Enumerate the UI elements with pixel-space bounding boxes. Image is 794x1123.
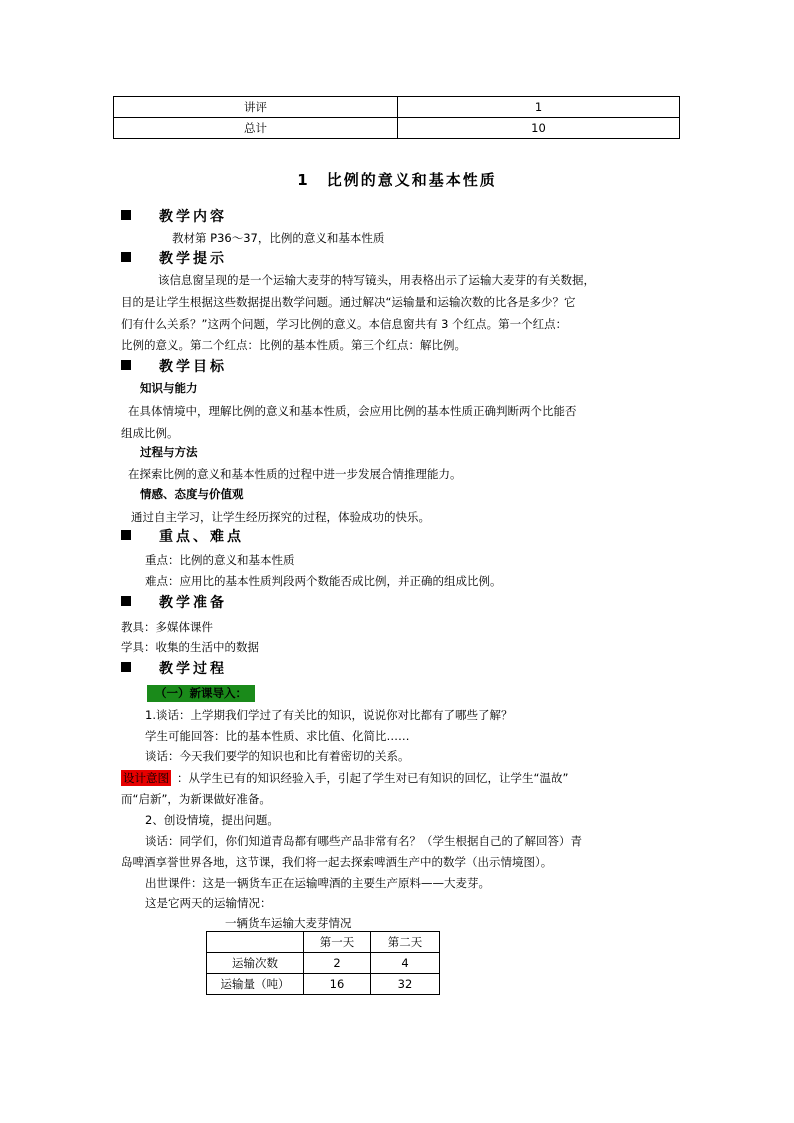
score-summary-table: [113, 96, 680, 139]
hint-line: 比例的意义。第二个红点：比例的基本性质。第三个红点：解比例。: [121, 338, 466, 352]
bullet-square-icon: [121, 662, 131, 672]
step1-tag-text: （一）新课导入：: [147, 685, 255, 702]
process-label: 过程与方法: [140, 445, 198, 459]
hint-line: 目的是让学生根据这些数据提出数学问题。通过解决“运输量和运输次数的比各是多少？它: [121, 295, 576, 309]
bullet-square-icon: [121, 530, 131, 540]
section-heading-hint: [121, 248, 227, 268]
table-cell: 总计: [114, 118, 398, 139]
emotion-text: 通过自主学习，让学生经历探究的过程，体验成功的快乐。: [131, 510, 430, 524]
goals-line: 组成比例。: [121, 426, 179, 440]
process-intro: 这是它两天的运输情况：: [145, 896, 272, 910]
emotion-label: 情感、态度与价值观: [140, 487, 244, 501]
design-intent-line-2: 而“启新”，为新课做好准备。: [121, 792, 271, 806]
goals-line: 在具体情境中，理解比例的意义和基本性质，会应用比例的基本性质正确判断两个比能否: [128, 404, 577, 418]
table-caption: 一辆货车运输大麦芽情况: [225, 916, 352, 930]
design-intent-tag: 设计意图: [123, 771, 169, 785]
hint-line: 该信息窗呈现的是一个运输大麦芽的特写镜头，用表格出示了运输大麦芽的有关数据，: [158, 273, 595, 287]
table-row: [207, 953, 440, 974]
bullet-square-icon: [121, 210, 131, 220]
bullet-square-icon: [121, 360, 131, 370]
heading-text: 教学过程: [159, 661, 227, 677]
process-talk-line: 岛啤酒享誉世界各地，这节课，我们将一起去探索啤酒生产中的数学（出示情境图）。: [121, 855, 553, 869]
process-show: 出世课件：这是一辆货车正在运输啤酒的主要生产原料——大麦芽。: [145, 876, 490, 890]
heading-text: 教学提示: [159, 251, 227, 267]
prep-teacher: 教具：多媒体课件: [121, 620, 213, 634]
table-cell: 10: [398, 118, 680, 139]
section-heading-key: [121, 526, 244, 546]
design-intent-line: [121, 768, 568, 788]
table-row: [114, 97, 680, 118]
process-line: 1.谈话：上学期我们学过了有关比的知识，说说你对比都有了哪些了解？: [145, 708, 513, 722]
knowledge-label: 知识与能力: [140, 381, 198, 395]
step1-tag: [147, 683, 255, 703]
table-cell: 4: [371, 953, 440, 974]
table-header-cell: 第二天: [371, 932, 440, 953]
process-line: 学生可能回答：比的基本性质、求比值、化简比……: [145, 729, 410, 743]
table-header-cell: [207, 932, 304, 953]
table-cell: 32: [371, 974, 440, 995]
bullet-square-icon: [121, 596, 131, 606]
key-text: 重点：比例的意义和基本性质: [145, 553, 295, 567]
hint-line: 们有什么关系？”这两个问题，学习比例的意义。本信息窗共有 3 个红点。第一个红点：: [121, 317, 568, 331]
process-text: 在探索比例的意义和基本性质的过程中进一步发展合情推理能力。: [128, 467, 462, 481]
table-cell: 2: [304, 953, 371, 974]
table-row: [207, 932, 440, 953]
process-talk-line: 谈话：同学们，你们知道青岛都有哪些产品非常有名？（学生根据自己的了解回答）青: [145, 834, 582, 848]
heading-text: 教学目标: [159, 359, 227, 375]
section-heading-prep: [121, 592, 227, 612]
content-text: 教材第 P36～37，比例的意义和基本性质: [172, 231, 385, 245]
table-row: [207, 974, 440, 995]
process-step2: 2、创设情境，提出问题。: [145, 813, 279, 827]
difficult-text: 难点：应用比的基本性质判段两个数能否成比例，并正确的组成比例。: [145, 574, 502, 588]
section-heading-content: [121, 206, 227, 226]
process-line: 谈话：今天我们要学的知识也和比有着密切的关系。: [145, 749, 410, 763]
section-heading-process: [121, 658, 227, 678]
table-header-cell: 第一天: [304, 932, 371, 953]
design-intent-text: ：从学生已有的知识经验入手，引起了学生对已有知识的回忆，让学生“温故”: [177, 771, 569, 785]
prep-student: 学具：收集的生活中的数据: [121, 640, 259, 654]
table-cell: 运输量（吨）: [207, 974, 304, 995]
section-heading-goals: [121, 356, 227, 376]
bullet-square-icon: [121, 252, 131, 262]
heading-text: 教学内容: [159, 209, 227, 225]
table-cell: 16: [304, 974, 371, 995]
table-cell: 讲评: [114, 97, 398, 118]
transport-table: [206, 931, 440, 995]
table-row: [114, 118, 680, 139]
table-cell: 运输次数: [207, 953, 304, 974]
table-cell: 1: [398, 97, 680, 118]
page-title: 1 比例的意义和基本性质: [297, 171, 497, 189]
heading-text: 教学准备: [159, 595, 227, 611]
heading-text: 重点、难点: [159, 529, 244, 545]
